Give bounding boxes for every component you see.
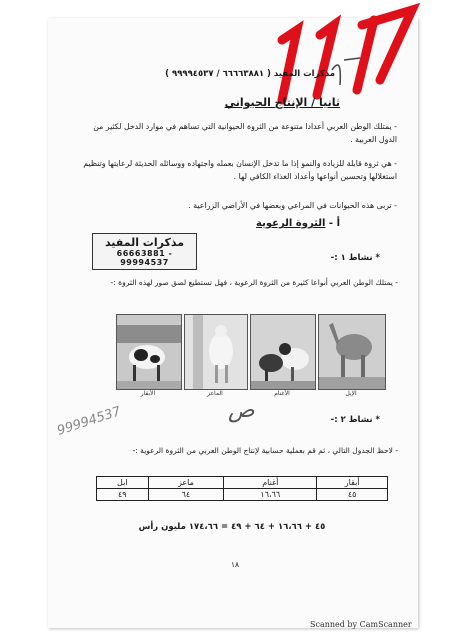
- paragraph-3: - تربى هذه الحيوانات في المراعي وبعضها في الأراضي الزراعية .: [188, 201, 397, 210]
- stamp-name: مذكرات المفيد: [104, 236, 185, 249]
- paragraph-1: - يمتلك الوطن العربي أعدادا متنوعة من الثروة الحيوانية التي تساهم في موارد الدخل لكثير من الدول العربية .: [93, 122, 397, 144]
- header-goats: ماعز: [148, 477, 224, 489]
- activity-1-question: - يمتلك الوطن العربي أنواعا كثيرة من الثروة الرعوية ، فهل تستطيع لصق صور لهذه الثروة :-: [110, 278, 398, 287]
- value-sheep: ١٦،٦٦: [224, 489, 317, 501]
- caption-goats: الماعز: [207, 390, 223, 397]
- activity-2-label: * نشاط ٢ :-: [330, 415, 380, 425]
- section-title: ثانيا / الإنتاج الحيواني: [224, 96, 340, 109]
- scanner-watermark: Scanned by CamScanner: [310, 620, 412, 629]
- handwritten-initial: ص: [228, 398, 255, 423]
- header-camels: ابل: [97, 477, 149, 489]
- caption-cows: الأبقار: [140, 390, 156, 397]
- subsection-prefix: أ -: [325, 218, 340, 229]
- table-header-row: [97, 477, 388, 489]
- handwritten-phone-number: 99994537: [55, 404, 123, 439]
- value-cows: ٤٥: [317, 489, 388, 501]
- publisher-stamp: [92, 233, 197, 270]
- livestock-table: [96, 476, 388, 501]
- goat-photo: [184, 314, 248, 390]
- stamp-phones: 66663881 - 99994537: [116, 249, 173, 267]
- header-line: مذكرات المفيد ( ٦٦٦٦٣٨٨١ / ٩٩٩٩٤٥٣٧ ): [165, 69, 335, 79]
- sheep-photo: [250, 314, 316, 390]
- value-goats: ٦٤: [148, 489, 224, 501]
- subsection-label: الثروة الرعوية: [256, 218, 326, 229]
- header-cows: أبقار: [317, 477, 388, 489]
- subsection-heading: [200, 218, 340, 229]
- caption-camels: الإبل: [345, 390, 357, 397]
- camel-photo: [318, 314, 386, 390]
- value-camels: ٤٩: [97, 489, 149, 501]
- sum-equation: ٤٥ + ١٦،٦٦ + ٦٤ + ٤٩ = ١٧٤،٦٦ مليون رأس: [138, 522, 326, 532]
- paragraph-2: - هي ثروة قابلة للزيادة والنمو إذا ما تدخل الإنسان بعمله واجتهاده ووسائله الحديثة لرعايتها وتنظيم استغلالها وتحسين أنواعها وأعداد الغذاء الكافي لها .: [83, 159, 397, 181]
- activity-1-label: * نشاط ١ :-: [330, 253, 380, 263]
- header-sheep: أغنام: [224, 477, 317, 489]
- caption-sheep: الأغنام: [274, 390, 290, 397]
- page-number: ١٨: [230, 560, 240, 569]
- activity-2-question: - لاحظ الجدول التالي ، ثم قم بعملية حسابية لإنتاج الوطن العربي من الثروة الرعوية :-: [132, 446, 398, 455]
- table-value-row: [97, 489, 388, 501]
- cow-photo: [116, 314, 182, 390]
